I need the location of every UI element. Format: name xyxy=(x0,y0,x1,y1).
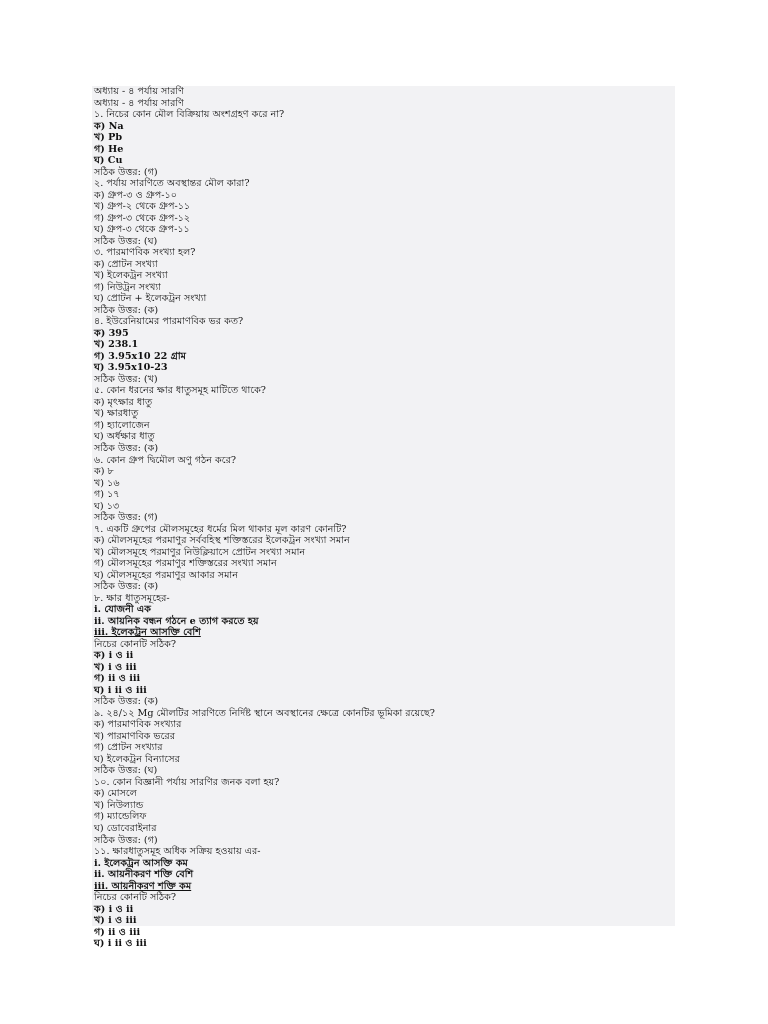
text-line: গ) He xyxy=(94,143,124,155)
text-line: ৬. কোন গ্রুপ দ্বিমৌল অণু গঠন করে? xyxy=(94,454,237,466)
text-line: সঠিক উত্তর: (ঘ) xyxy=(94,235,158,247)
text-line: ৯. ২৪/১২ Mg মৌলটির সারণিতে নির্দিষ্ট স্থানে অবস্থানের ক্ষেত্রে কোনটির ভূমিকা রয়েছে? xyxy=(94,707,435,719)
text-line: i. যোজনী এক xyxy=(94,604,151,616)
text-line: খ) i ও iii xyxy=(94,661,137,673)
text-line: ক) ৮ xyxy=(94,466,114,478)
text-line: খ) নিউল্যান্ড xyxy=(94,799,144,811)
text-line: iii. ইলেকট্রন আসক্তি বেশি xyxy=(94,627,201,639)
text-line: iii. আয়নীকরণ শক্তি কম xyxy=(94,880,192,892)
text-line: ১০. কোন বিজ্ঞানী পর্যায় সারণির জনক বলা হয়? xyxy=(94,776,280,788)
text-line: ৭. একটি গ্রুপের মৌলসমূহের ধর্মের মিল থাকার মূল কারণ কোনটি? xyxy=(94,523,347,535)
text-line: ২. পর্যায় সারণিতে অবস্থান্তর মৌল কারা? xyxy=(94,178,250,190)
document-text xyxy=(92,86,675,950)
text-line: ক) মোসলে xyxy=(94,788,137,800)
text-line: গ) ii ও iii xyxy=(94,673,141,685)
text-line: খ) i ও iii xyxy=(94,915,137,927)
text-line: সঠিক উত্তর: (ক) xyxy=(94,696,159,708)
text-line: খ) 238.1 xyxy=(94,339,139,351)
text-line: ৫. কোন ধরনের ক্ষার ধাতুসমূহ মাটিতে থাকে? xyxy=(94,385,266,397)
text-line: খ) Pb xyxy=(94,132,123,144)
text-line: সঠিক উত্তর: (ক) xyxy=(94,304,159,316)
text-line: ঘ) ১৩ xyxy=(94,500,120,512)
text-line: সঠিক উত্তর: (গ) xyxy=(94,834,158,846)
text-line: ক) 395 xyxy=(94,327,129,339)
text-line: গ) গ্রুপ-৩ থেকে গ্রুপ-১২ xyxy=(94,212,191,224)
text-line: অধ্যায় - ৪ পর্যায় সারণি xyxy=(94,86,184,97)
text-line: ৮. ক্ষার ধাতুসমূহের- xyxy=(94,592,170,604)
text-line: ঘ) গ্রুপ-৩ থেকে গ্রুপ-১১ xyxy=(94,224,190,236)
text-line: সঠিক উত্তর: (গ) xyxy=(94,166,158,178)
text-line: ঘ) অর্ধক্ষার ধাতু xyxy=(94,431,155,443)
text-line: খ) ১৬ xyxy=(94,477,120,489)
text-line: ক) Na xyxy=(94,120,124,132)
text-line: ঘ) ইলেকট্রন বিন্যাসের xyxy=(94,753,180,765)
text-line: গ) ম্যান্ডেলিফ xyxy=(94,811,147,823)
text-line: গ) ১৭ xyxy=(94,489,120,501)
text-line: ii. আয়নিক বন্ধন গঠনে e ত্যাগ করতে হয় xyxy=(94,615,259,627)
text-line: ক) গ্রুপ-৩ ও গ্রুপ-১০ xyxy=(94,189,177,201)
text-line: সঠিক উত্তর: (ক) xyxy=(94,581,159,593)
text-line: গ) হ্যালোজেন xyxy=(94,419,150,431)
text-line: নিচের কোনটি সঠিক? xyxy=(94,638,177,650)
text-line: ঘ) মৌলসমূহের পরমাণুর আকার সমান xyxy=(94,569,238,581)
text-line: ৪. ইউরেনিয়ামের পারমাণবিক ভর কত? xyxy=(94,316,244,328)
text-line: গ) ii ও iii xyxy=(94,926,141,938)
text-line: সঠিক উত্তর: (খ) xyxy=(94,373,158,385)
text-line: সঠিক উত্তর: (ঘ) xyxy=(94,765,158,777)
text-line: ক) পারমাণবিক সংখ্যার xyxy=(94,719,182,731)
text-line: খ) ইলেকট্রন সংখ্যা xyxy=(94,270,168,282)
text-line: অধ্যায় - ৪ পর্যায় সারণি xyxy=(94,97,184,109)
text-line: ঘ) i ii ও iii xyxy=(94,938,147,950)
text-line: ক) প্রোটন সংখ্যা xyxy=(94,258,158,270)
text-line: গ) 3.95x10 22 গ্রাম xyxy=(94,350,186,362)
text-line: খ) ক্ষারধাতু xyxy=(94,408,139,420)
text-line: খ) পারমাণবিক ভরের xyxy=(94,730,175,742)
document-page xyxy=(92,86,675,950)
text-line: ঘ) প্রোটন + ইলেকট্রন সংখ্যা xyxy=(94,293,207,305)
text-line: খ) মৌলসমূহে পরমাণুর নিউক্লিয়াসে প্রোটন সংখ্যা সমান xyxy=(94,546,306,558)
text-line: খ) গ্রুপ-২ থেকে গ্রুপ-১১ xyxy=(94,201,191,213)
text-line: i. ইলেকট্রন আসক্তি কম xyxy=(94,857,188,869)
text-line: গ) নিউট্রন সংখ্যা xyxy=(94,281,161,293)
text-line: ক) i ও ii xyxy=(94,903,134,915)
text-line: সঠিক উত্তর: (গ) xyxy=(94,512,158,524)
text-line: ঘ) i ii ও iii xyxy=(94,684,147,696)
text-line: ii. আয়নীকরণ শক্তি বেশি xyxy=(94,869,194,881)
text-line: ঘ) Cu xyxy=(94,155,123,167)
text-line: নিচের কোনটি সঠিক? xyxy=(94,892,177,904)
text-line: ক) i ও ii xyxy=(94,650,134,662)
text-line: ঘ) 3.95x10-23 xyxy=(94,362,168,374)
text-line: ১১. ক্ষারধাতুসমূহ অধিক সক্রিয় হওয়ায় এর- xyxy=(94,846,261,858)
text-line: ঘ) ডোবেরাইনার xyxy=(94,823,157,834)
text-line: সঠিক উত্তর: (ক) xyxy=(94,442,159,454)
text-line: ক) মৌলসমূহের পরমাণুর সর্ববহিস্থ শক্তিস্তরের ইলেকট্রন সংখ্যা সমান xyxy=(94,535,350,547)
text-line: ১. নিচের কোন মৌল বিক্রিয়ায় অংশগ্রহণ করে না? xyxy=(94,109,285,121)
text-line: ৩. পারমাণবিক সংখ্যা হল? xyxy=(94,247,196,259)
text-line: গ) মৌলসমূহের পরমাণুর শক্তিস্তরের সংখ্যা সমান xyxy=(94,558,277,570)
text-line: ক) মৃৎক্ষার ধাতু xyxy=(94,396,153,408)
text-line: গ) প্রোটন সংখ্যার xyxy=(94,742,163,754)
